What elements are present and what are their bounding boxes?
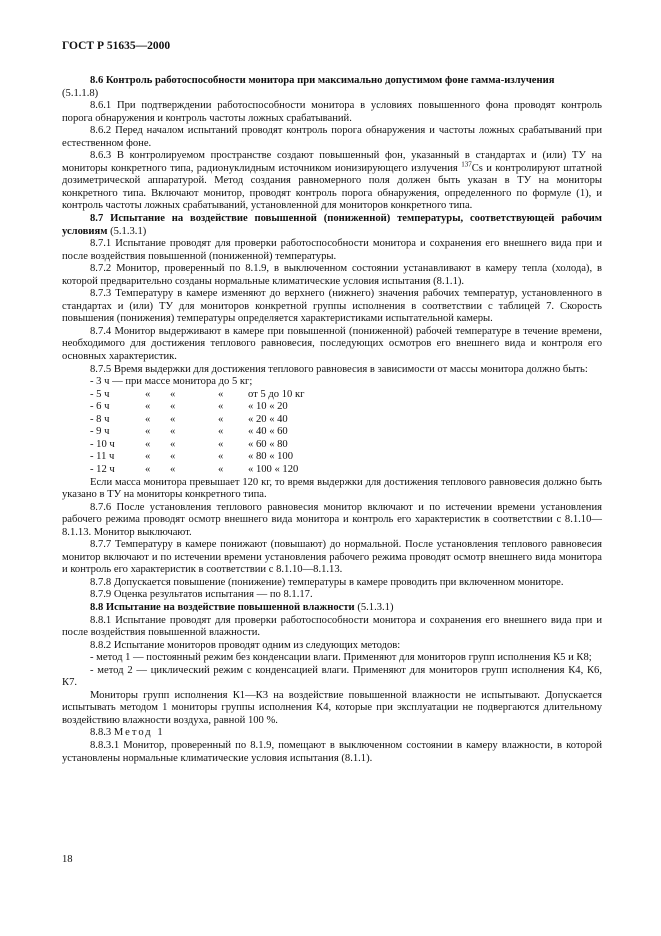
page-number: 18 xyxy=(62,854,73,865)
range-cell: « 60 « 80 xyxy=(248,438,288,450)
section-8-8-title: 8.8 Испытание на воздействие повышенной влажности xyxy=(90,601,355,613)
paragraph-8-6-3-part2: Cs и контролируют штатной дозиметрической аппаратурой. Метод создания равномерного поля должен быть указан в ТУ на мониторы конкретного типа. Включают монитор, проводят контроль порога обнаружения, определенного по формуле (1), и контроль частоты ложных срабатываний, установленной для мониторов конкретного типа. xyxy=(62,162,603,212)
method-1-item: - метод 1 — постоянный режим без конденсации влаги. Применяют для мониторов групп исполнения К5 и К8; xyxy=(90,652,592,664)
ditto-cell: « xyxy=(145,438,151,450)
paragraph-8-7-9: 8.7.9 Оценка результатов испытания — по 8.1.17. xyxy=(90,589,313,601)
ditto-cell: « xyxy=(218,388,224,400)
time-cell: - 5 ч xyxy=(90,388,110,400)
section-8-7-heading xyxy=(62,213,602,238)
range-cell: « 10 « 20 xyxy=(248,401,288,413)
paragraph-8-8-3-number: 8.8.3 xyxy=(90,727,112,739)
list-row xyxy=(90,439,308,452)
paragraph-8-6-3 xyxy=(62,150,602,213)
section-8-6-heading xyxy=(62,75,602,88)
section-8-8-ref: (5.1.3.1) xyxy=(357,601,394,613)
paragraph-8-8-2: 8.8.2 Испытание мониторов проводят одним из следующих методов: xyxy=(90,639,401,651)
ditto-cell: « xyxy=(145,463,151,475)
range-cell: от 5 до 10 кг xyxy=(248,388,305,400)
paragraph-8-7-7: 8.7.7 Температуру в камере понижают (повышают) до нормальной. После установления теплового равновесия монитор включают и по истечении времени установления рабочего режима проводят осмотр внешнего вида монитора и контроль его характеристик в соответствии с 8.1.10—8.1.13. xyxy=(62,539,602,576)
paragraph-8-8-3-1: 8.8.3.1 Монитор, проверенный по 8.1.9, помещают в выключенном состоянии в камеру влажности, в которой установлены нормальные климатические условия испытания (8.1.1). xyxy=(62,739,602,764)
paragraph-8-8-3 xyxy=(62,727,602,740)
list-row xyxy=(90,389,308,402)
section-8-7-title: 8.7 Испытание на воздействие повышенной (пониженной) температуры, соответствующей рабочим условиям xyxy=(62,213,602,237)
paragraph-8-6-1: 8.6.1 При подтверждении работоспособности монитора в условиях повышенного фона проводят контроль порога обнаружения и контроль частоты ложных срабатываний. xyxy=(62,100,602,124)
range-cell: « 20 « 40 xyxy=(248,413,288,425)
list-row xyxy=(90,464,308,477)
holding-time-list xyxy=(90,389,308,477)
list-row xyxy=(90,401,308,414)
document-header: ГОСТ Р 51635—2000 xyxy=(62,40,171,52)
time-cell: - 10 ч xyxy=(90,438,115,450)
ditto-cell: « xyxy=(218,438,224,450)
list-row xyxy=(90,451,308,464)
ditto-cell: « xyxy=(145,426,151,438)
range-cell: « 40 « 60 xyxy=(248,426,288,438)
paragraph-8-8-1: 8.8.1 Испытание проводят для проверки работоспособности монитора и сохранения его внешнего вида при и после воздействия повышенной влажности. xyxy=(62,614,602,639)
time-cell: - 12 ч xyxy=(90,463,115,475)
range-cell: « 80 « 100 xyxy=(248,451,294,463)
paragraph-8-7-3: 8.7.3 Температуру в камере изменяют до верхнего (нижнего) значения рабочих температур, установленного в стандартах и (или) ТУ для мониторов конкретной группы исполнения в соответствии с таблицей 7. Скорость повышения (понижения) температуры определяется характеристиками испытательной камеры. xyxy=(62,288,602,325)
ditto-cell: « xyxy=(145,451,151,463)
isotope-superscript: 137 xyxy=(461,160,472,169)
ditto-cell: « xyxy=(218,463,224,475)
time-cell: - 9 ч xyxy=(90,426,110,438)
list-first-item: - 3 ч — при массе монитора до 5 кг; xyxy=(90,376,253,388)
ditto-cell: « xyxy=(218,413,224,425)
ditto-cell: « xyxy=(170,413,176,425)
list-row xyxy=(90,426,308,439)
paragraph-8-6-3-part1: 8.6.3 В контролируемом пространстве создают повышенный фон, указанный в стандартах и (или) ТУ на мониторы конкретного типа, радионуклидным источником ионизирующего излучения xyxy=(62,150,602,174)
ditto-cell: « xyxy=(170,401,176,413)
ditto-cell: « xyxy=(170,388,176,400)
time-cell: - 11 ч xyxy=(90,451,115,463)
paragraph-8-7-5: 8.7.5 Время выдержки для достижения теплового равновесия в зависимости от массы монитора должно быть: xyxy=(90,363,588,375)
list-row xyxy=(90,414,308,427)
paragraph-8-6-2: 8.6.2 Перед началом испытаний проводят контроль порога обнаружения и частоты ложных срабатываний при естественном фоне. xyxy=(62,125,602,149)
ditto-cell: « xyxy=(170,426,176,438)
paragraph-8-7-6: 8.7.6 После установления теплового равновесия монитор включают и по истечении времени установления рабочего режима проводят осмотр внешнего вида монитора и контроль его характеристик в соответствии с 8.1.10—8.1.13. Монитор выключают. xyxy=(62,501,602,538)
range-cell: « 100 « 120 xyxy=(248,463,299,475)
ditto-cell: « xyxy=(170,463,176,475)
section-8-6-ref: (5.1.1.8) xyxy=(62,87,99,99)
method-2-item: - метод 2 — циклический режим с конденсацией влаги. Применяют для мониторов групп исполнения К4, К6, К7. xyxy=(62,664,602,689)
ditto-cell: « xyxy=(218,426,224,438)
paragraph-8-7-2: 8.7.2 Монитор, проверенный по 8.1.9, в выключенном состоянии устанавливают в камеру тепла (холода), в которой предварительно созданы нормальные климатические условия испытания (8.1.1). xyxy=(62,263,602,287)
paragraph-8-7-1: 8.7.1 Испытание проводят для проверки работоспособности монитора и сохранения его внешнего вида при и после воздействия повышенной (пониженной) температуры. xyxy=(62,238,602,262)
paragraph-8-8-2-note: Мониторы групп исполнения К1—К3 на воздействие повышенной влажности не испытывают. Допускается испытывать методом 1 мониторы группы исполнения К4, которые при эксплуатации не подвергаются длительному воздействию влажности воздуха, равной 100 %. xyxy=(62,689,602,726)
ditto-cell: « xyxy=(145,388,151,400)
document-body xyxy=(62,75,602,765)
paragraph-8-7-5-note: Если масса монитора превышает 120 кг, то время выдержки для достижения теплового равновесия должно быть указано в ТУ на мониторы конкретного типа. xyxy=(62,476,602,501)
ditto-cell: « xyxy=(218,401,224,413)
ditto-cell: « xyxy=(170,438,176,450)
section-8-8-heading xyxy=(62,602,602,615)
paragraph-8-7-8: 8.7.8 Допускается повышение (понижение) температуры в камере проводить при включенном мониторе. xyxy=(90,576,564,588)
section-8-6-title: 8.6 Контроль работоспособности монитора при максимально допустимом фоне гамма-излучения xyxy=(90,75,555,86)
paragraph-8-8-3-title: Метод 1 xyxy=(113,727,165,739)
section-8-7-ref: (5.1.3.1) xyxy=(110,225,147,237)
ditto-cell: « xyxy=(170,451,176,463)
time-cell: - 8 ч xyxy=(90,413,110,425)
time-cell: - 6 ч xyxy=(90,401,110,413)
ditto-cell: « xyxy=(218,451,224,463)
paragraph-8-7-4: 8.7.4 Монитор выдерживают в камере при повышенной (пониженной) рабочей температуре в течение времени, необходимого для достижения теплового равновесия, последующих осмотров его внешнего вида и контроля его основных характеристик. xyxy=(62,325,602,363)
ditto-cell: « xyxy=(145,401,151,413)
ditto-cell: « xyxy=(145,413,151,425)
